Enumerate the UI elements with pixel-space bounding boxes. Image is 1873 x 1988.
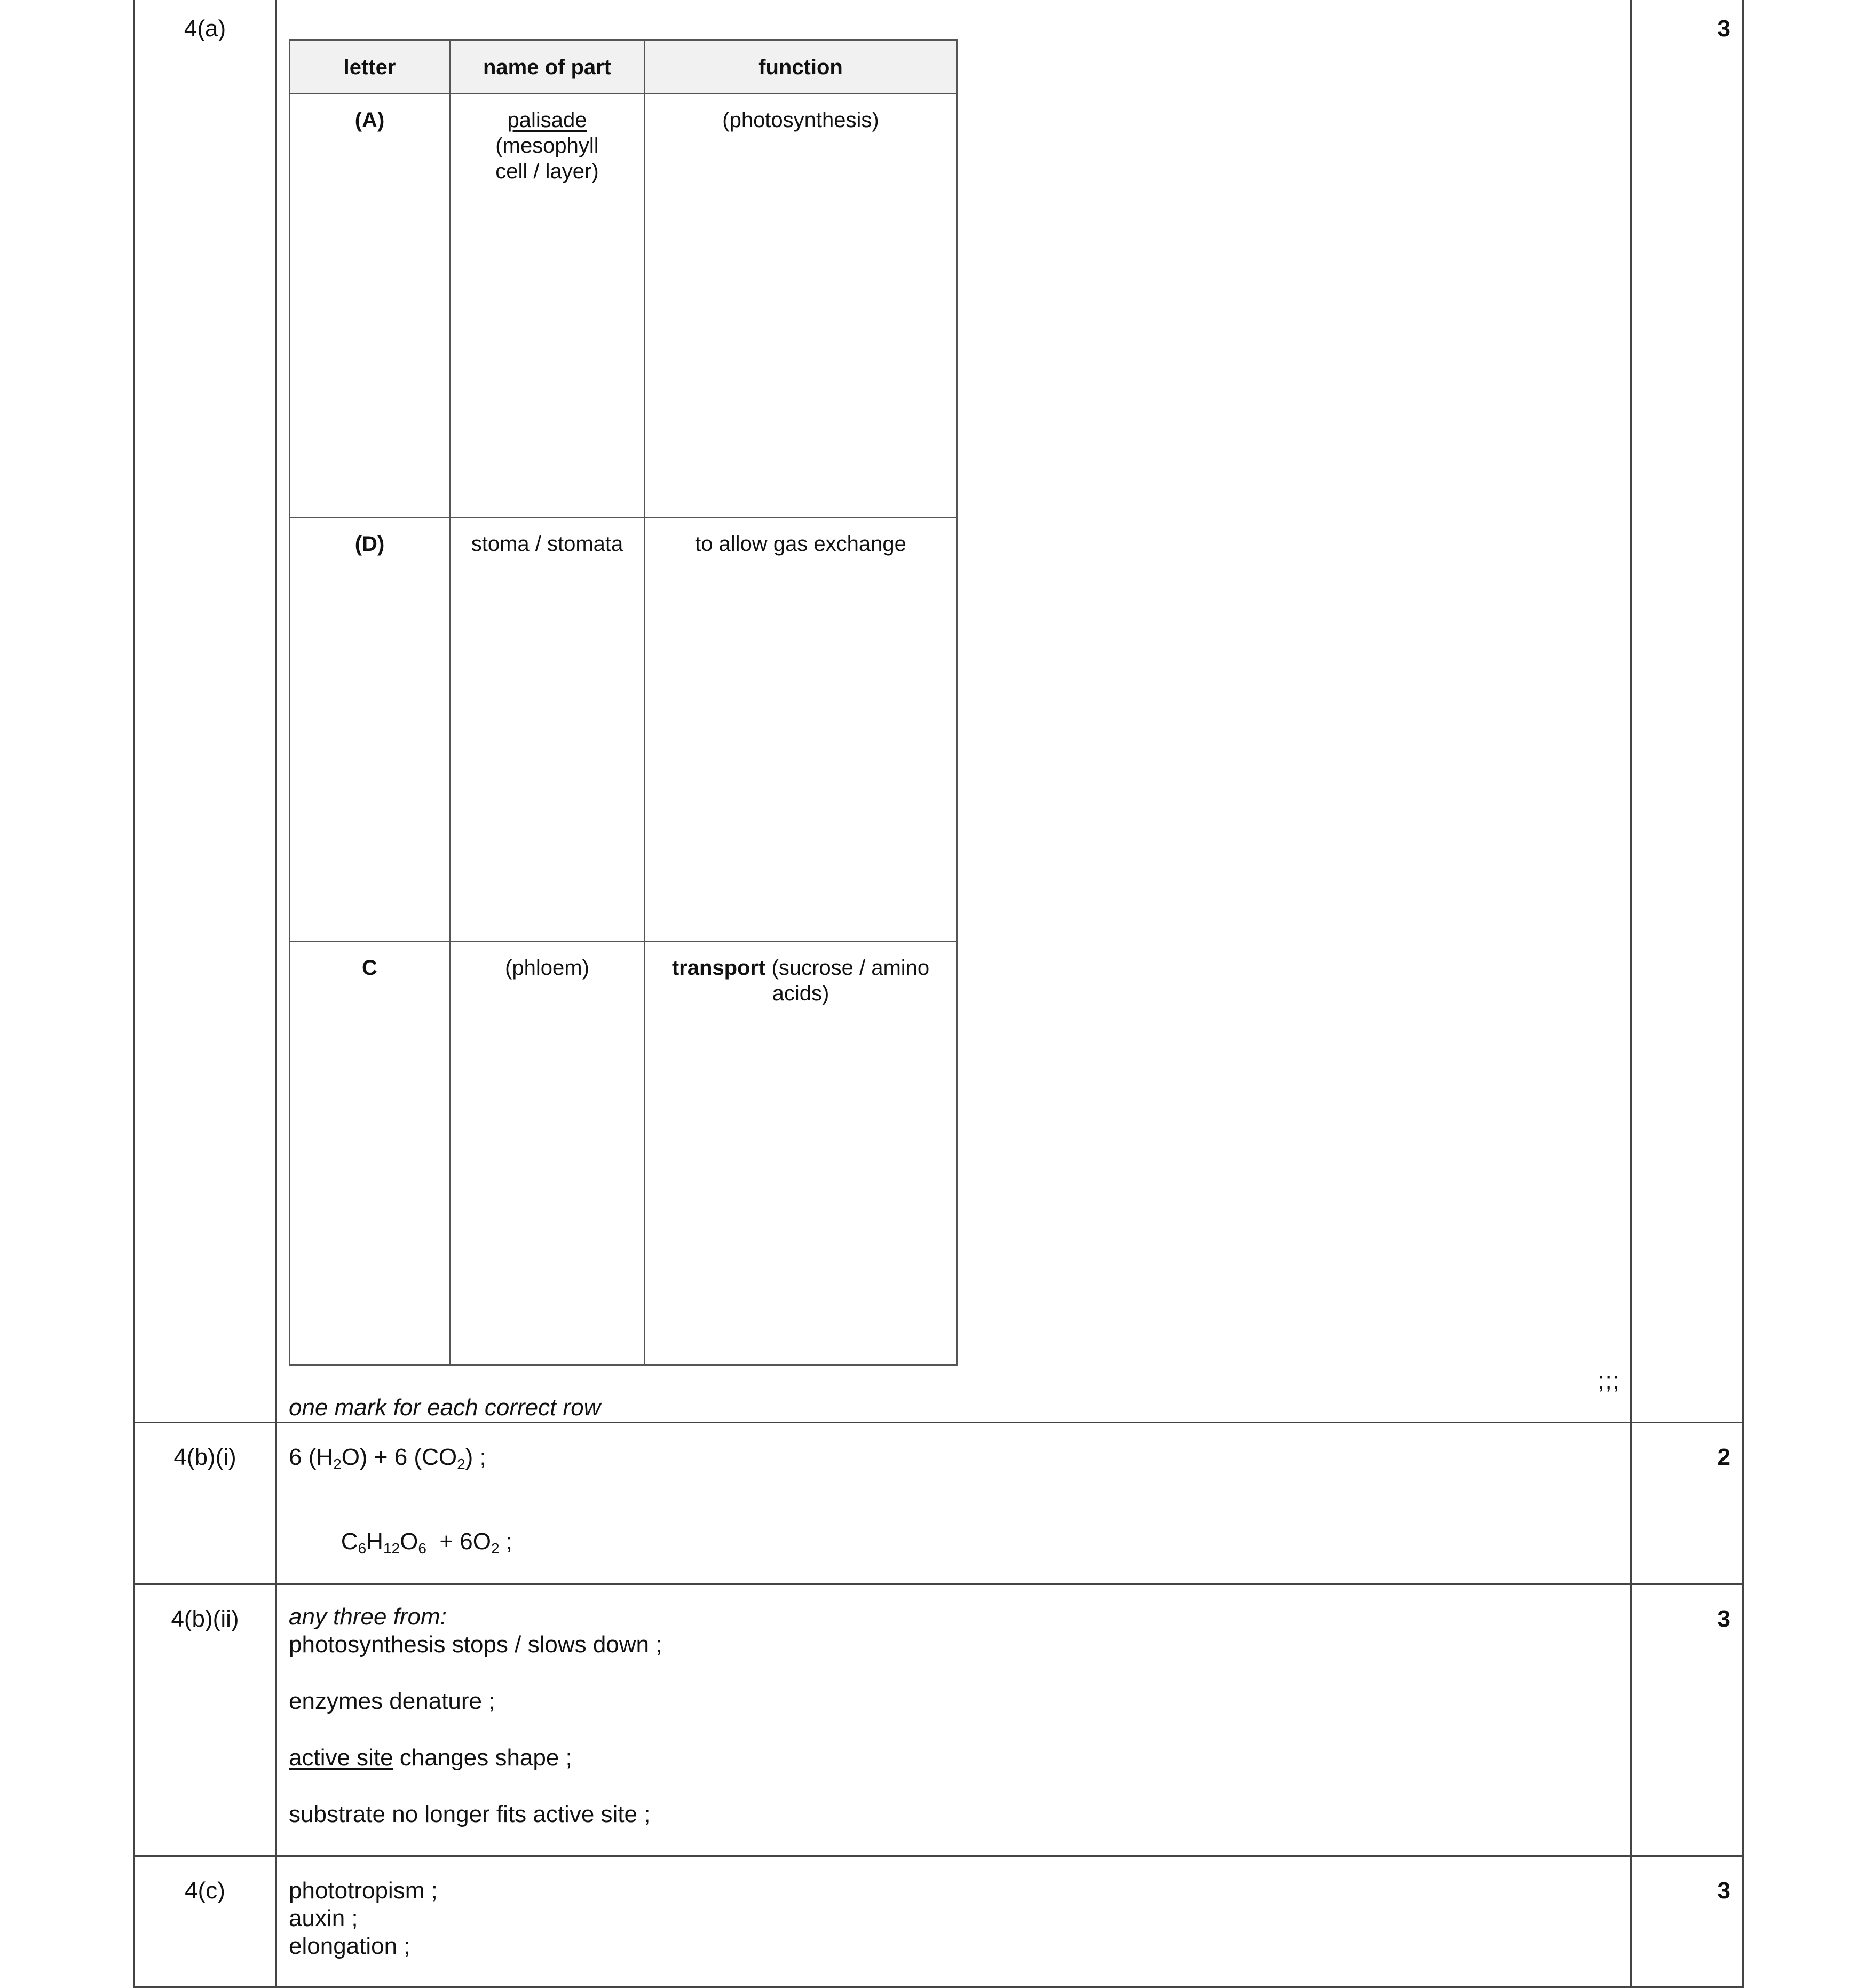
answer-cell xyxy=(276,1423,1631,1584)
letter-cell: (D) xyxy=(290,518,450,942)
function-cell: (photosynthesis) xyxy=(645,94,957,518)
function-line: acids) xyxy=(772,982,829,1005)
parts-header-row xyxy=(290,40,957,94)
header-letter: letter xyxy=(290,40,450,94)
marking-note: one mark for each correct row xyxy=(289,1394,601,1421)
question-number: 4(c) xyxy=(134,1856,276,1987)
answer-cell xyxy=(276,1584,1631,1856)
answer-point: active site changes shape ; xyxy=(289,1745,572,1771)
marks-cell: 3 xyxy=(1631,1856,1743,1987)
marks-cell: 2 xyxy=(1631,1423,1743,1584)
name-line: cell / layer) xyxy=(495,160,599,183)
answer-point: substrate no longer fits active site ; xyxy=(289,1801,651,1827)
question-number: 4(b)(ii) xyxy=(134,1584,276,1856)
parts-row-a xyxy=(290,94,957,518)
parts-row-d xyxy=(290,518,957,942)
leaf-parts-table xyxy=(289,39,958,1366)
answer-point: auxin ; xyxy=(289,1905,358,1931)
equation-reactants: 6 $(H_2O) + 6$ $(CO_2)$ ; xyxy=(289,1444,486,1472)
answer-cell xyxy=(276,1856,1631,1987)
name-line: (mesophyll xyxy=(495,134,599,157)
question-number: 4(b)(i) xyxy=(134,1423,276,1584)
answer-point: elongation ; xyxy=(289,1933,410,1959)
answer-cell xyxy=(276,0,1631,1423)
question-row-4bii xyxy=(134,1584,1743,1856)
header-name-of-part: name of part xyxy=(450,40,645,94)
marks-cell: 3 xyxy=(1631,0,1743,1423)
letter-cell: (A) xyxy=(290,94,450,518)
answer-intro: any three from: xyxy=(289,1604,447,1630)
function-bold-term: transport xyxy=(671,956,766,980)
mark-scheme-table xyxy=(133,0,1744,1988)
equation-products: $C_6H_{12}O_6 + 6O_2$ ; xyxy=(341,1528,513,1557)
answer-point: phototropism ; xyxy=(289,1877,438,1904)
letter-cell: C xyxy=(290,942,450,1366)
name-cell: (phloem) xyxy=(450,942,645,1366)
parts-row-c xyxy=(290,942,957,1366)
name-cell xyxy=(450,94,645,518)
tick-marks: ;;; xyxy=(1598,1368,1621,1394)
question-row-4c xyxy=(134,1856,1743,1987)
function-cell: to allow gas exchange xyxy=(645,518,957,942)
question-row-4a xyxy=(134,0,1743,1423)
name-cell: stoma / stomata xyxy=(450,518,645,942)
answer-point: enzymes denature ; xyxy=(289,1688,495,1714)
answer-point: photosynthesis stops / slows down ; xyxy=(289,1631,662,1658)
question-row-4bi xyxy=(134,1423,1743,1584)
function-cell xyxy=(645,942,957,1366)
name-line: palisade xyxy=(507,108,587,132)
header-function: function xyxy=(645,40,957,94)
function-text: (sucrose / amino xyxy=(765,956,930,980)
question-number: 4(a) xyxy=(134,0,276,1423)
marks-cell: 3 xyxy=(1631,1584,1743,1856)
